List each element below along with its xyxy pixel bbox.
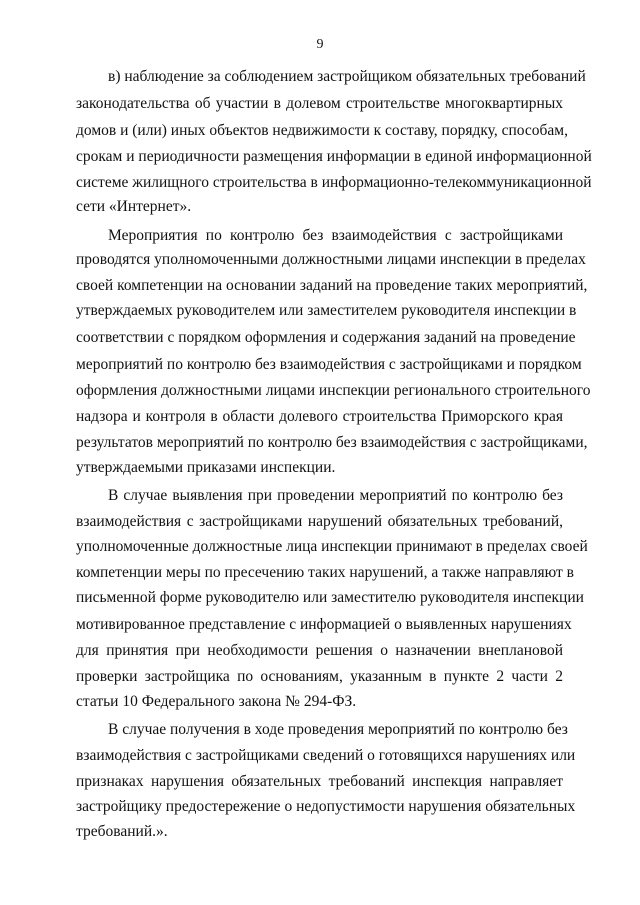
paragraph-4-line-4: застройщику предостережение о недопустимости нарушения обязательных [76, 798, 576, 815]
paragraph-3-line-8: проверки застройщика по основаниям, указанным в пункте 2 части 2 [76, 668, 563, 685]
paragraph-4-line-1: В случае получения в ходе проведения мероприятий по контролю без [108, 721, 568, 738]
paragraph-2-line-4: утверждаемых руководителем или заместителем руководителя инспекции в [76, 302, 577, 319]
paragraph-2-line-10: утверждаемыми приказами инспекции. [76, 459, 336, 476]
paragraph-4-line-2: взаимодействия с застройщиками сведений о готовящихся нарушениях или [76, 747, 576, 764]
paragraph-1-line-5: системе жилищного строительства в информационно-телекоммуникационной [76, 174, 592, 191]
paragraph-2-line-2: проводятся уполномоченными должностными лицами инспекции в пределах [76, 251, 586, 268]
paragraph-1-line-2: законодательства об участии в долевом строительстве многоквартирных [76, 95, 563, 112]
paragraph-2-line-5: соответствии с порядком оформления и содержания заданий на проведение [76, 329, 576, 346]
paragraph-3-line-1: В случае выявления при проведении мероприятий по контролю без [108, 487, 563, 504]
paragraph-2-line-1: Мероприятия по контролю без взаимодействия с застройщиками [108, 227, 563, 244]
paragraph-3-line-6: мотивированное представление с информацией о выявленных нарушениях [76, 616, 572, 633]
paragraph-2-line-3: своей компетенции на основании заданий на проведение таких мероприятий, [76, 277, 588, 294]
page-number: 9 [316, 37, 324, 52]
paragraph-4-line-3: признаках нарушения обязательных требований инспекция направляет [76, 773, 563, 790]
paragraph-4-line-5: требований.». [76, 823, 168, 840]
paragraph-3-line-7: для принятия при необходимости решения о назначении внеплановой [76, 642, 563, 659]
paragraph-3-line-2: взаимодействия с застройщиками нарушений обязательных требований, [76, 513, 563, 530]
paragraph-3-line-5: письменной форме руководителю или заместителю руководителя инспекции [76, 589, 584, 606]
paragraph-1-line-1: в) наблюдение за соблюдением застройщиком обязательных требований [108, 68, 586, 85]
paragraph-1-line-4: срокам и периодичности размещения информации в единой информационной [76, 148, 592, 165]
paragraph-2-line-7: оформления должностными лицами инспекции регионального строительного [76, 382, 591, 399]
paragraph-1-line-6: сети «Интернет». [76, 198, 192, 215]
paragraph-1-line-3: домов и (или) иных объектов недвижимости к составу, порядку, способам, [76, 122, 568, 139]
paragraph-2-line-9: результатов мероприятий по контролю без взаимодействия с застройщиками, [76, 434, 588, 451]
paragraph-2-line-8: надзора и контроля в области долевого строительства Приморского края [76, 408, 563, 425]
paragraph-3-line-4: компетенции меры по пресечению таких нарушений, а также направляют в [76, 564, 574, 581]
paragraph-3-line-3: уполномоченные должностные лица инспекции принимают в пределах своей [76, 538, 588, 555]
paragraph-3-line-9: статьи 10 Федерального закона № 294-ФЗ. [76, 693, 357, 710]
paragraph-2-line-6: мероприятий по контролю без взаимодействия с застройщиками и порядком [76, 356, 582, 373]
